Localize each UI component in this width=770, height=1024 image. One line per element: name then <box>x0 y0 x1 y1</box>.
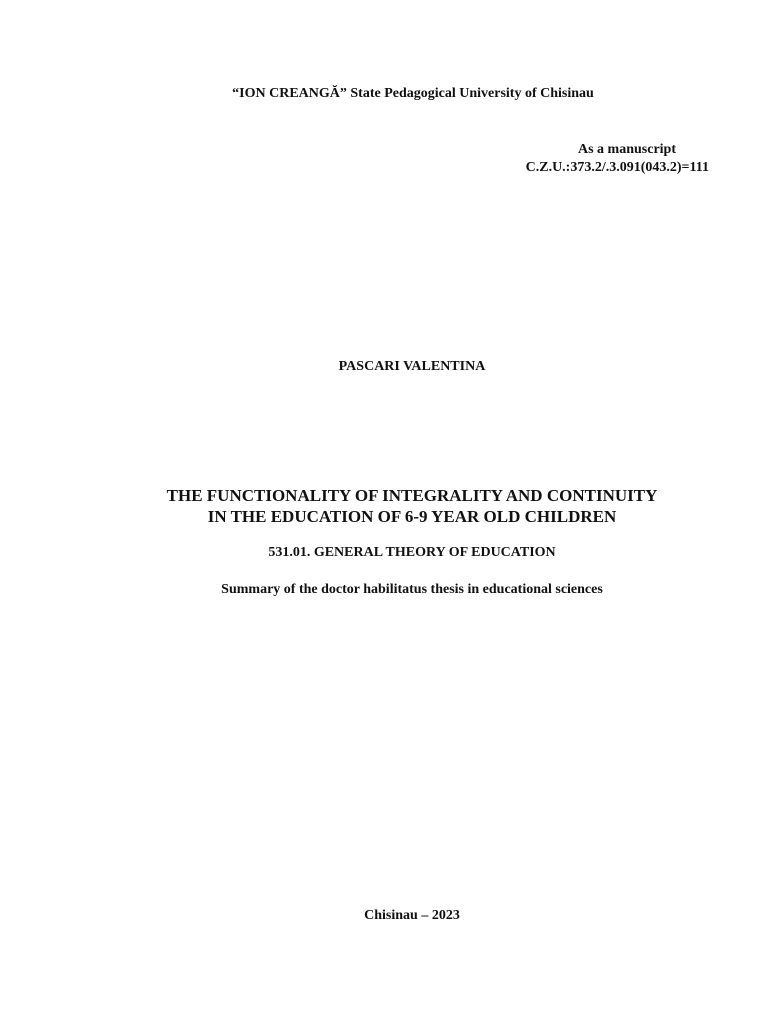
thesis-title-line-2: IN THE EDUCATION OF 6-9 YEAR OLD CHILDREN <box>207 507 617 526</box>
manuscript-label: As a manuscript <box>577 142 676 157</box>
thesis-title-line-1: THE FUNCTIONALITY OF INTEGRALITY AND CONTINUITY <box>166 486 658 505</box>
manuscript-block <box>526 141 709 177</box>
author-name: PASCARI VALENTINA <box>338 359 486 374</box>
specialty-code: 531.01. GENERAL THEORY OF EDUCATION <box>268 545 556 560</box>
thesis-summary-label: Summary of the doctor habilitatus thesis in educational sciences <box>221 582 603 597</box>
university-name: “ION CREANGĂ” State Pedagogical University of Chisinau <box>232 86 594 101</box>
thesis-title <box>27 485 770 527</box>
place-and-year: Chisinau – 2023 <box>364 908 460 923</box>
udc-code: C.Z.U.:373.2/.3.091(043.2)=111 <box>525 160 709 175</box>
